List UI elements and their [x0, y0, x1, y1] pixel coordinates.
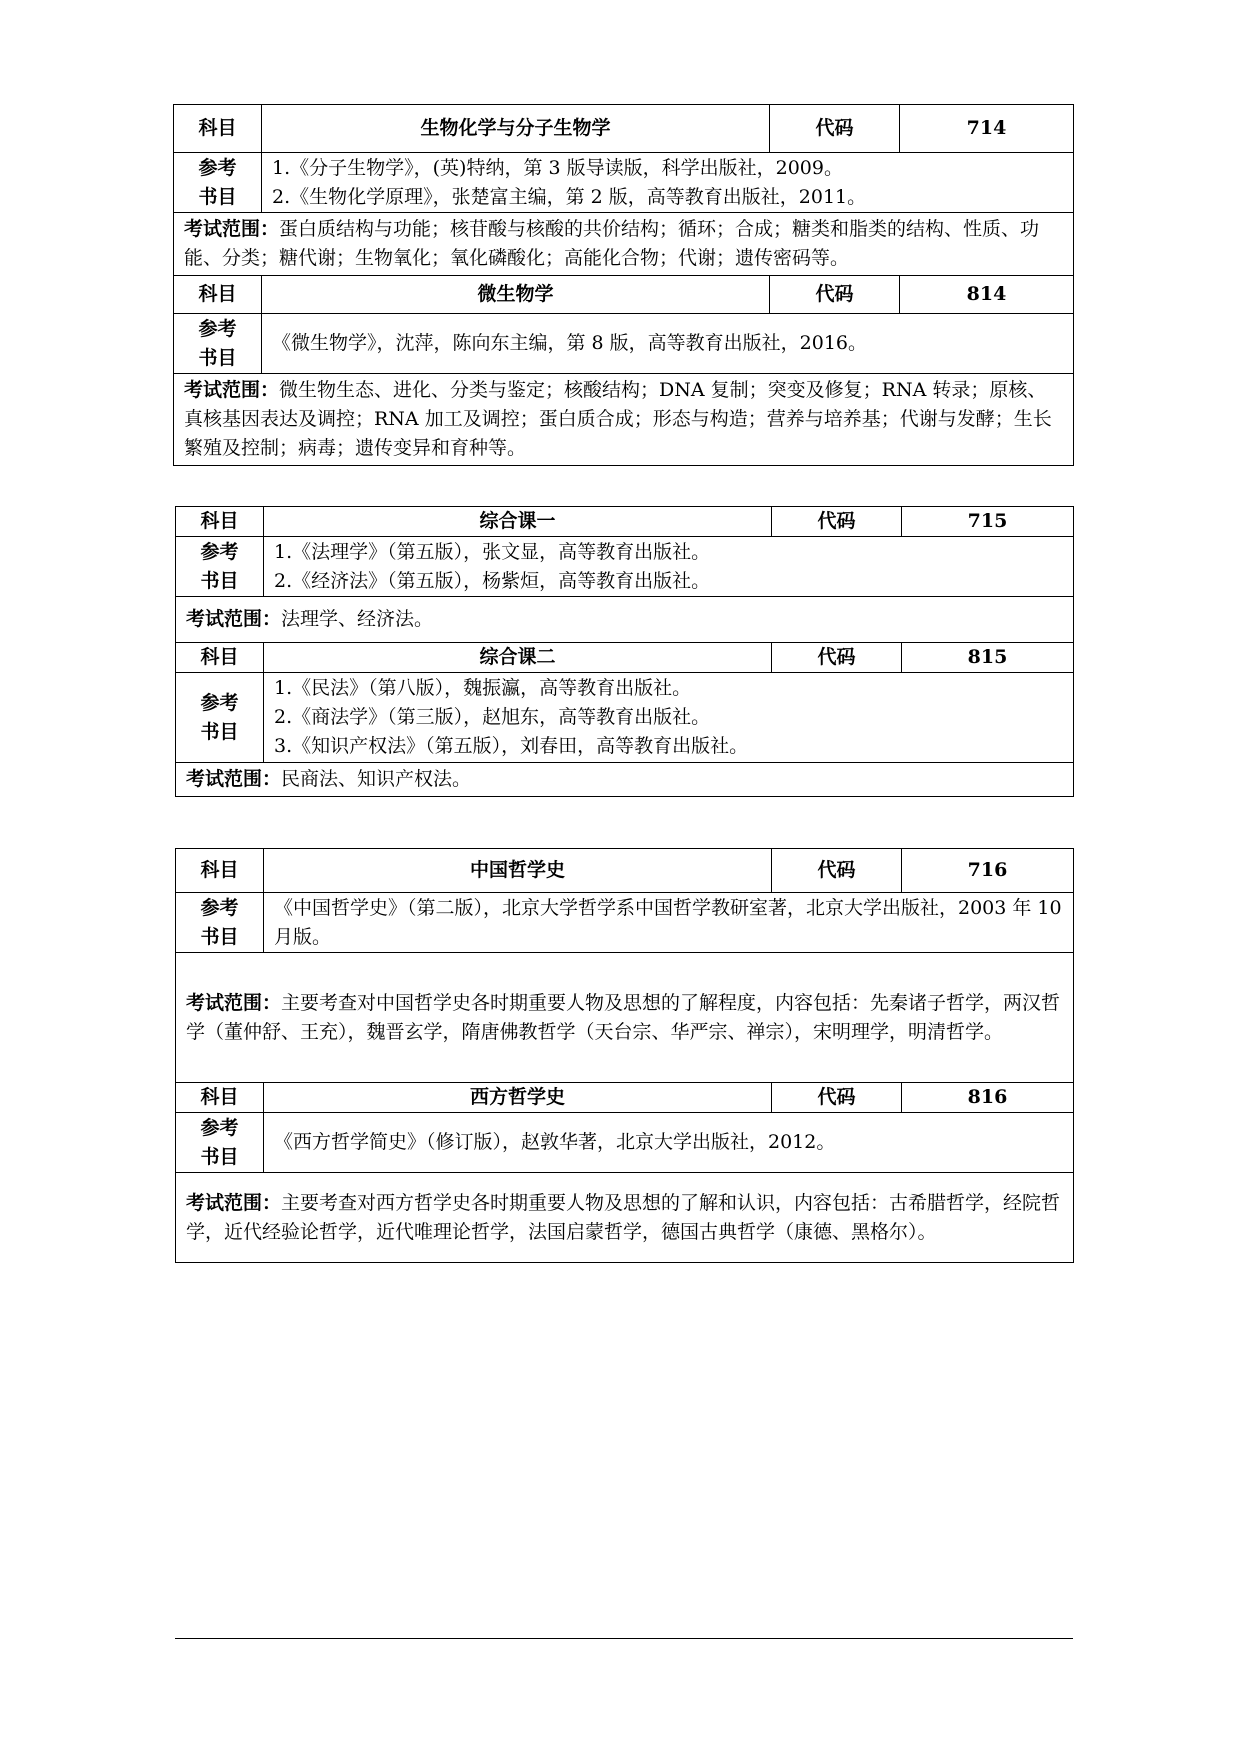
subject-code: 816 — [902, 1083, 1074, 1113]
scope-text: 民商法、知识产权法。 — [281, 768, 472, 790]
subject-name: 西方哲学史 — [264, 1083, 772, 1113]
subject-header-row — [176, 1083, 1074, 1113]
scope-label: 考试范围： — [186, 608, 282, 630]
reference-books — [262, 153, 1074, 213]
book-entry: 1.《民法》（第八版），魏振瀛，高等教育出版社。 — [274, 677, 692, 699]
subject-table-1 — [173, 104, 1074, 466]
subject-name: 中国哲学史 — [264, 849, 772, 893]
subject-table-2 — [175, 506, 1074, 797]
reference-books — [264, 893, 1074, 953]
book-entry: 2.《商法学》（第三版），赵旭东，高等教育出版社。 — [274, 706, 711, 728]
subject-header-row — [176, 507, 1074, 537]
exam-scope — [176, 763, 1074, 797]
code-label: 代码 — [772, 507, 902, 537]
subject-code: 716 — [902, 849, 1074, 893]
book-entry: 《西方哲学简史》（修订版），赵敦华著，北京大学出版社，2012。 — [274, 1131, 836, 1153]
code-label: 代码 — [770, 276, 900, 314]
reference-row — [176, 673, 1074, 763]
scope-text: 微生物生态、进化、分类与鉴定；核酸结构；DNA 复制；突变及修复；RNA 转录；原核、真核基因表达及调控；RNA 加工及调控；蛋白质合成；形态与构造；营养与培养基；代谢与发酵；生长繁殖及控制；病毒；遗传变异和育种等。 — [184, 379, 1052, 459]
subject-header-row — [174, 105, 1074, 153]
scope-row — [176, 597, 1074, 643]
code-label: 代码 — [772, 849, 902, 893]
subject-header-row — [174, 276, 1074, 314]
reference-books — [264, 537, 1074, 597]
reference-books — [264, 673, 1074, 763]
reference-books — [264, 1113, 1074, 1173]
subject-label: 科目 — [176, 507, 264, 537]
reference-label: 参考 书目 — [176, 1113, 264, 1173]
reference-label: 参考 书目 — [174, 153, 262, 213]
scope-text: 主要考查对中国哲学史各时期重要人物及思想的了解程度，内容包括：先秦诸子哲学，两汉哲学（董仲舒、王充），魏晋玄学，隋唐佛教哲学（天台宗、华严宗、禅宗），宋明理学，明清哲学。 — [186, 991, 1061, 1043]
book-entry: 《微生物学》，沈萍，陈向东主编，第 8 版，高等教育出版社，2016。 — [272, 332, 868, 354]
reference-label: 参考 书目 — [176, 537, 264, 597]
subject-name: 生物化学与分子生物学 — [262, 105, 770, 153]
scope-label: 考试范围： — [184, 218, 280, 240]
reference-row — [176, 537, 1074, 597]
reference-books — [262, 314, 1074, 374]
scope-row — [174, 374, 1074, 466]
subject-header-row — [176, 643, 1074, 673]
book-entry: 2.《生物化学原理》，张楚富主编，第 2 版，高等教育出版社，2011。 — [272, 185, 867, 208]
subject-code: 715 — [902, 507, 1074, 537]
subject-label: 科目 — [176, 643, 264, 673]
subject-label: 科目 — [174, 105, 262, 153]
reference-row — [174, 153, 1074, 213]
scope-row — [176, 953, 1074, 1083]
scope-row — [176, 1173, 1074, 1263]
code-label: 代码 — [772, 1083, 902, 1113]
scope-text: 法理学、经济法。 — [281, 608, 434, 630]
subject-name: 综合课一 — [264, 507, 772, 537]
book-entry: 1.《分子生物学》，(英)特纳，第 3 版导读版，科学出版社，2009。 — [272, 156, 843, 179]
subject-code: 815 — [902, 643, 1074, 673]
subject-code: 814 — [900, 276, 1074, 314]
book-entry: 1.《法理学》（第五版），张文显，高等教育出版社。 — [274, 540, 711, 563]
scope-label: 考试范围： — [184, 379, 280, 401]
subject-name: 综合课二 — [264, 643, 772, 673]
exam-scope — [176, 597, 1074, 643]
scope-text: 主要考查对西方哲学史各时期重要人物及思想的了解和认识，内容包括：古希腊哲学，经院哲学，近代经验论哲学，近代唯理论哲学，法国启蒙哲学，德国古典哲学（康德、黑格尔）。 — [186, 1191, 1061, 1243]
scope-label: 考试范围： — [186, 991, 282, 1014]
subject-label: 科目 — [176, 1083, 264, 1113]
book-entry: 《中国哲学史》（第二版），北京大学哲学系中国哲学教研室著，北京大学出版社，2003 年 10 月版。 — [274, 896, 1062, 948]
reference-row — [174, 314, 1074, 374]
book-entry: 3.《知识产权法》（第五版），刘春田，高等教育出版社。 — [274, 735, 749, 757]
reference-row — [176, 893, 1074, 953]
exam-scope — [174, 213, 1074, 276]
reference-label: 参考 书目 — [176, 893, 264, 953]
scope-label: 考试范围： — [186, 1191, 282, 1214]
subject-header-row — [176, 849, 1074, 893]
scope-label: 考试范围： — [186, 768, 282, 790]
book-entry: 2.《经济法》（第五版），杨紫烜，高等教育出版社。 — [274, 569, 711, 592]
scope-text: 蛋白质结构与功能；核苷酸与核酸的共价结构；循环；合成；糖类和脂类的结构、性质、功能、分类；糖代谢；生物氧化；氧化磷酸化；高能化合物；代谢；遗传密码等。 — [184, 218, 1040, 269]
subject-name: 微生物学 — [262, 276, 770, 314]
subject-label: 科目 — [174, 276, 262, 314]
code-label: 代码 — [770, 105, 900, 153]
subject-code: 714 — [900, 105, 1074, 153]
reference-label: 参考 书目 — [176, 673, 264, 763]
exam-scope — [174, 374, 1074, 466]
reference-row — [176, 1113, 1074, 1173]
code-label: 代码 — [772, 643, 902, 673]
reference-label: 参考 书目 — [174, 314, 262, 374]
scope-row — [176, 763, 1074, 797]
exam-scope — [176, 953, 1074, 1083]
subject-label: 科目 — [176, 849, 264, 893]
scope-row — [174, 213, 1074, 276]
footer-rule — [175, 1638, 1073, 1639]
subject-table-3 — [175, 848, 1074, 1263]
exam-scope — [176, 1173, 1074, 1263]
